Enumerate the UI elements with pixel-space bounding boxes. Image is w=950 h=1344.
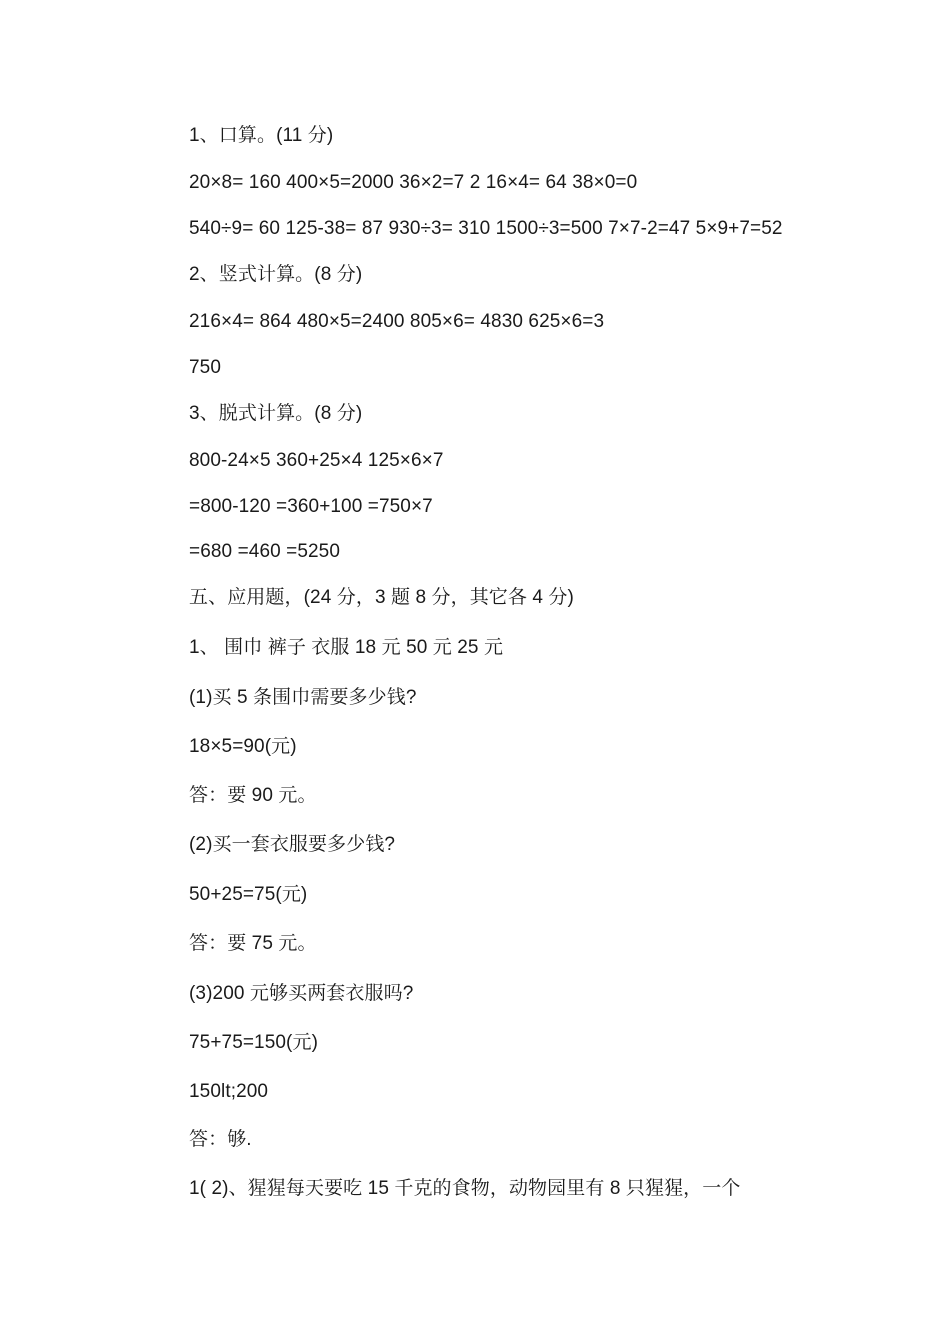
section-1-heading: 1、口算。(11 分) <box>189 125 334 146</box>
oral-calc-row-2: 540÷9= 60 125-38= 87 930÷3= 310 1500÷3=500 7×7-2=47 5×9+7=52 <box>189 218 783 239</box>
equation-2: 50+25=75(元) <box>189 884 308 905</box>
question-3: (3)200 元够买两套衣服吗? <box>189 983 414 1004</box>
answer-3: 答：够. <box>189 1129 252 1150</box>
oral-calc-row-1: 20×8= 160 400×5=2000 36×2=7 2 16×4= 64 38×0=0 <box>189 172 638 193</box>
problem-2-statement: 1( 2)、猩猩每天要吃 15 千克的食物，动物园里有 8 只猩猩，一个 <box>189 1178 741 1199</box>
equation-3: 75+75=150(元) <box>189 1032 319 1053</box>
vertical-calc-row-continued: 750 <box>189 357 222 378</box>
answer-2: 答：要 75 元。 <box>189 933 317 954</box>
section-3-heading: 3、脱式计算。(8 分) <box>189 403 363 424</box>
problem-1-prices: 1、 围巾 裤子 衣服 18 元 50 元 25 元 <box>189 637 504 658</box>
stepwise-calc-step-1: =800-120 =360+100 =750×7 <box>189 496 433 517</box>
answer-1: 答：要 90 元。 <box>189 785 317 806</box>
question-1: (1)买 5 条围巾需要多少钱? <box>189 687 417 708</box>
equation-1: 18×5=90(元) <box>189 736 297 757</box>
stepwise-calc-problems: 800-24×5 360+25×4 125×6×7 <box>189 450 444 471</box>
comparison-3: 150lt;200 <box>189 1081 269 1102</box>
vertical-calc-row: 216×4= 864 480×5=2400 805×6= 4830 625×6=3 <box>189 311 605 332</box>
stepwise-calc-step-2: =680 =460 =5250 <box>189 541 341 562</box>
section-5-heading: 五、应用题，(24 分，3 题 8 分，其它各 4 分) <box>189 587 574 608</box>
question-2: (2)买一套衣服要多少钱? <box>189 834 396 855</box>
section-2-heading: 2、竖式计算。(8 分) <box>189 264 363 285</box>
